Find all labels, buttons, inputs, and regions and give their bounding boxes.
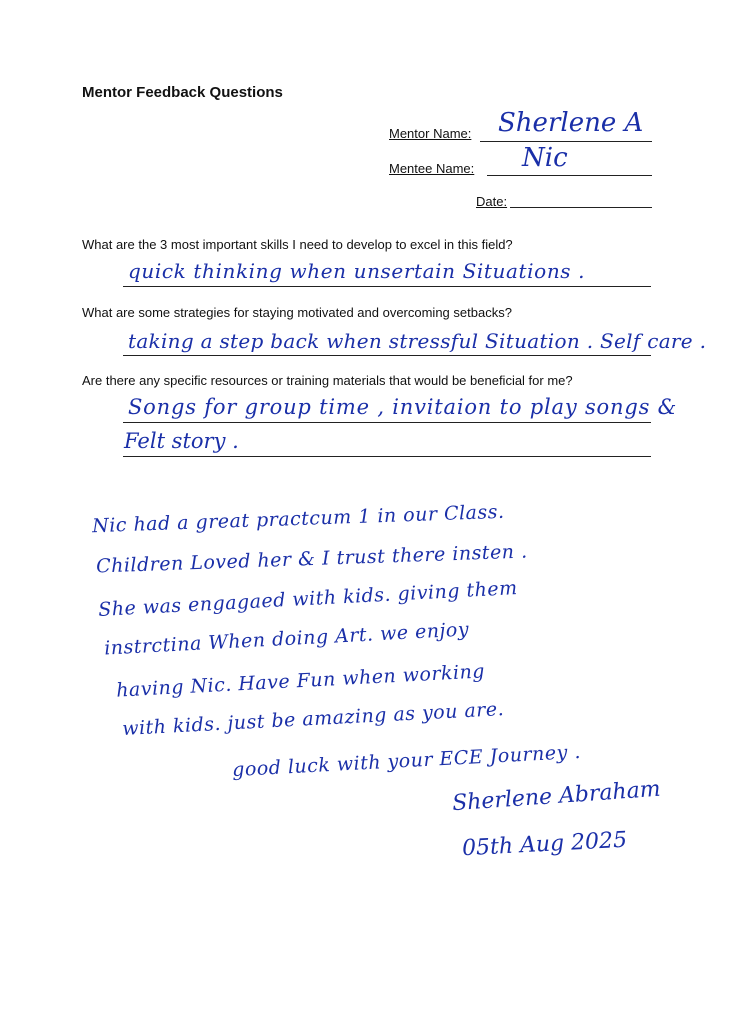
date-line — [510, 207, 652, 208]
mentor-name-line — [480, 141, 652, 142]
answer-1-line-1: quick thinking when unsertain Situations . — [128, 259, 586, 283]
note-line-7: good luck with your ECE Journey . — [231, 740, 582, 782]
note-line-5: having Nic. Have Fun when working — [115, 660, 486, 702]
answer-2-rule — [123, 355, 651, 356]
answer-1-rule — [123, 286, 651, 287]
signed-date: 05th Aug 2025 — [461, 827, 628, 862]
mentee-name-line — [487, 175, 652, 176]
date-label: Date: — [476, 194, 508, 209]
mentor-name-label: Mentor Name: — [389, 126, 472, 141]
note-line-3: She was engagaed with kids. giving them — [97, 577, 519, 621]
mentee-name-label: Mentee Name: — [389, 161, 475, 176]
note-line-2: Children Loved her & I trust there insten . — [95, 540, 528, 578]
answer-2-line-1: taking a step back when stressful Situation . Self care . — [128, 329, 707, 353]
mentee-name-value: Nic — [522, 143, 568, 173]
form-title: Mentor Feedback Questions — [82, 84, 283, 101]
answer-3-line-2: Felt story . — [124, 429, 239, 453]
question-3: Are there any specific resources or training materials that would be beneficial for me? — [82, 373, 573, 388]
answer-3-rule-2 — [123, 456, 651, 457]
mentor-name-value: Sherlene A — [498, 108, 644, 138]
answer-3-rule — [123, 422, 651, 423]
note-line-1: Nic had a great practcum 1 in our Class. — [91, 500, 505, 538]
note-line-6: with kids. just be amazing as you are. — [121, 698, 505, 740]
signature: Sherlene Abraham — [451, 776, 662, 817]
question-2: What are some strategies for staying motivated and overcoming setbacks? — [82, 305, 512, 320]
answer-3-line-1: Songs for group time , invitaion to play songs & — [128, 395, 678, 419]
note-line-4: instrctina When doing Art. we enjoy — [103, 618, 470, 660]
question-1: What are the 3 most important skills I need to develop to excel in this field? — [82, 237, 513, 252]
